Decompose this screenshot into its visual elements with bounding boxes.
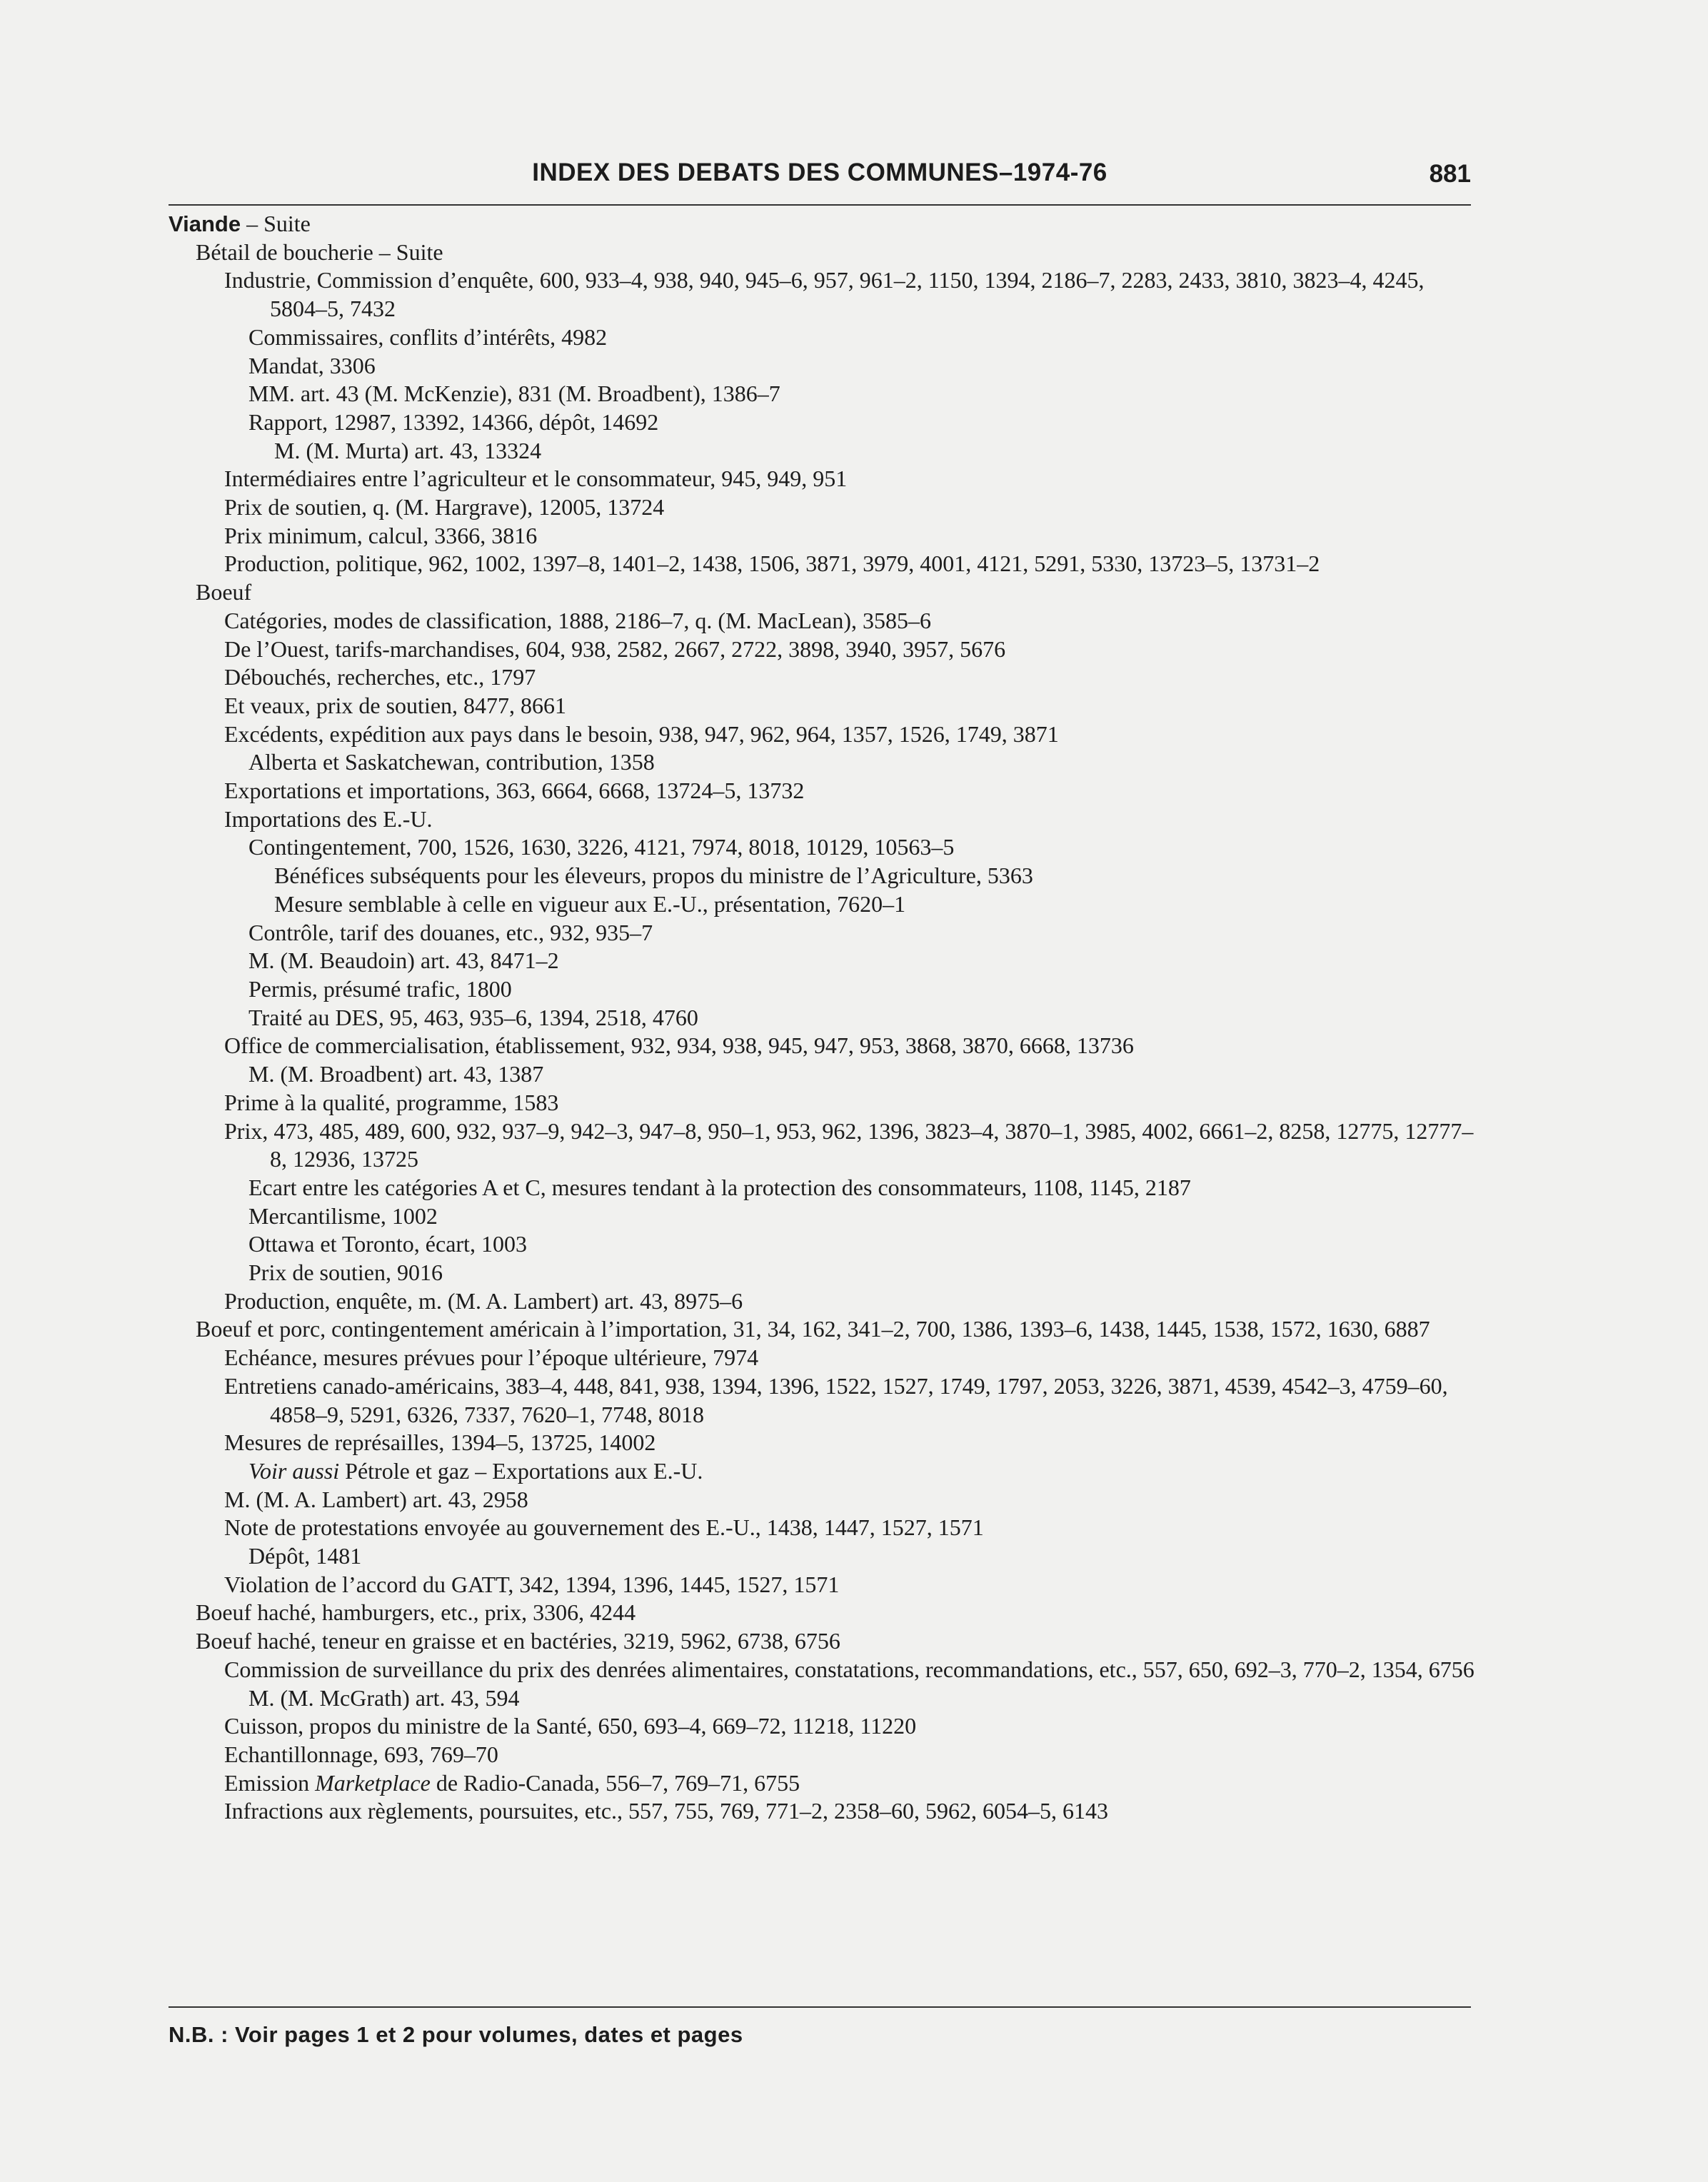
index-entry bbox=[169, 1457, 1482, 1486]
entry-text: Boeuf bbox=[196, 579, 252, 605]
index-entry bbox=[169, 862, 1482, 890]
index-entry bbox=[169, 465, 1482, 493]
entry-text: M. (M. Beaudoin) art. 43, 8471–2 bbox=[248, 947, 559, 974]
index-entry bbox=[169, 522, 1482, 550]
index-body bbox=[169, 210, 1482, 1826]
entry-text: Contingentement, 700, 1526, 1630, 3226, 4121, 7974, 8018, 10129, 10563–5 bbox=[248, 834, 955, 860]
index-entry bbox=[169, 1514, 1482, 1542]
index-entry bbox=[169, 805, 1482, 834]
index-entry bbox=[169, 1627, 1482, 1656]
index-entry bbox=[169, 1004, 1482, 1032]
entry-text: Prime à la qualité, programme, 1583 bbox=[224, 1089, 559, 1115]
entry-text: Entretiens canado-américains, 383–4, 448, 841, 938, 1394, 1396, 1522, 1527, 1749, 1797, 2053, 3226, 3871, 4539, 4542–3, 4759–60, 4858–9, 5291, 6326, 7337, 7620–1, 7748, 8018 bbox=[224, 1372, 1448, 1427]
entry-text: M. (M. Broadbent) art. 43, 1387 bbox=[248, 1061, 544, 1087]
index-entry bbox=[169, 975, 1482, 1004]
entry-text: Echantillonnage, 693, 769–70 bbox=[224, 1741, 498, 1767]
entry-text: Prix, 473, 485, 489, 600, 932, 937–9, 942–3, 947–8, 950–1, 953, 962, 1396, 3823–4, 3870–1, 3985, 4002, 6661–2, 8258, 12775, 12777–8, 12936, 13725 bbox=[224, 1117, 1474, 1172]
entry-text: M. (M. McGrath) art. 43, 594 bbox=[248, 1684, 520, 1711]
index-entry bbox=[169, 323, 1482, 352]
entry-text: Production, enquête, m. (M. A. Lambert) art. 43, 8975–6 bbox=[224, 1287, 743, 1314]
entry-text: Permis, présumé trafic, 1800 bbox=[248, 975, 512, 1002]
index-entry bbox=[169, 919, 1482, 947]
index-entry bbox=[169, 748, 1482, 777]
index-entry bbox=[169, 1429, 1482, 1457]
entry-text: Intermédiaires entre l’agriculteur et le consommateur, 945, 949, 951 bbox=[224, 466, 848, 492]
entry-text: Importations des E.-U. bbox=[224, 805, 433, 832]
entry-text: Et veaux, prix de soutien, 8477, 8661 bbox=[224, 692, 567, 718]
entry-text: MM. art. 43 (M. McKenzie), 831 (M. Broadbent), 1386–7 bbox=[248, 381, 780, 407]
entry-text: Dépôt, 1481 bbox=[248, 1543, 362, 1569]
index-entry bbox=[169, 1599, 1482, 1627]
entry-text: Bénéfices subséquents pour les éleveurs, propos du ministre de l’Agriculture, 5363 bbox=[274, 863, 1033, 889]
index-entry bbox=[169, 1741, 1482, 1769]
index-entry bbox=[169, 1344, 1482, 1372]
entry-text: Office de commercialisation, établissement, 932, 934, 938, 945, 947, 953, 3868, 3870, 6668, 13736 bbox=[224, 1032, 1134, 1059]
entry-text: Commission de surveillance du prix des denrées alimentaires, constatations, recommandations, etc., 557, 650, 692–3, 770–2, 1354, 6756 bbox=[224, 1656, 1475, 1682]
entry-text: Mercantilisme, 1002 bbox=[248, 1202, 438, 1229]
index-entry bbox=[169, 266, 1482, 323]
entry-text: Prix minimum, calcul, 3366, 3816 bbox=[224, 522, 538, 548]
entry-text: Ecart entre les catégories A et C, mesures tendant à la protection des consommateurs, 1108, 1145, 2187 bbox=[248, 1174, 1191, 1200]
index-entry bbox=[169, 352, 1482, 381]
index-entry bbox=[169, 1769, 1482, 1798]
index-entry bbox=[169, 1571, 1482, 1599]
index-entry bbox=[169, 1797, 1482, 1826]
entry-text: Excédents, expédition aux pays dans le besoin, 938, 947, 962, 964, 1357, 1526, 1749, 3871 bbox=[224, 720, 1059, 747]
index-entry bbox=[169, 1230, 1482, 1259]
entry-text: – Suite bbox=[241, 211, 311, 236]
index-entry bbox=[169, 550, 1482, 578]
index-entry bbox=[169, 692, 1482, 720]
index-entry bbox=[169, 1656, 1482, 1684]
entry-prefix: Emission bbox=[224, 1769, 316, 1796]
entry-text: M. (M. Murta) art. 43, 13324 bbox=[274, 437, 542, 463]
entry-text: Industrie, Commission d’enquête, 600, 933–4, 938, 940, 945–6, 957, 961–2, 1150, 1394, 2186–7, 2283, 2433, 3810, 3823–4, 4245, 5804–5, 7432 bbox=[224, 267, 1425, 322]
entry-text: Note de protestations envoyée au gouvernement des E.-U., 1438, 1447, 1527, 1571 bbox=[224, 1514, 984, 1541]
entry-text: Boeuf haché, teneur en graisse et en bactéries, 3219, 5962, 6738, 6756 bbox=[196, 1628, 840, 1654]
index-entry bbox=[169, 635, 1482, 664]
index-entry bbox=[169, 1117, 1482, 1174]
entry-text: Contrôle, tarif des douanes, etc., 932, 935–7 bbox=[248, 919, 653, 945]
entry-text: Commissaires, conflits d’intérêts, 4982 bbox=[248, 323, 608, 350]
entry-text: Boeuf haché, hamburgers, etc., prix, 3306, 4244 bbox=[196, 1599, 636, 1626]
index-entry bbox=[169, 890, 1482, 919]
running-title: INDEX DES DEBATS DES COMMUNES–1974-76 bbox=[532, 159, 1107, 186]
index-entry bbox=[169, 1542, 1482, 1571]
index-entry bbox=[169, 1060, 1482, 1089]
index-entry bbox=[169, 1259, 1482, 1287]
entry-text: M. (M. A. Lambert) art. 43, 2958 bbox=[224, 1486, 528, 1512]
footer-rule bbox=[169, 2006, 1471, 2008]
index-entry bbox=[169, 1089, 1482, 1117]
entry-text: Echéance, mesures prévues pour l’époque ultérieure, 7974 bbox=[224, 1344, 759, 1371]
index-entry bbox=[169, 833, 1482, 862]
entry-text: Violation de l’accord du GATT, 342, 1394, 1396, 1445, 1527, 1571 bbox=[224, 1571, 840, 1597]
index-entry bbox=[169, 947, 1482, 975]
entry-text: Prix de soutien, 9016 bbox=[248, 1260, 443, 1286]
index-entry bbox=[169, 1174, 1482, 1202]
index-entry bbox=[169, 777, 1482, 805]
entry-text: Pétrole et gaz – Exportations aux E.-U. bbox=[339, 1457, 703, 1484]
entry-text: Bétail de boucherie – Suite bbox=[196, 238, 443, 265]
index-entry bbox=[169, 1287, 1482, 1316]
index-entry bbox=[169, 408, 1482, 437]
entry-text: Mesures de représailles, 1394–5, 13725, 14002 bbox=[224, 1429, 656, 1456]
entry-text: Mandat, 3306 bbox=[248, 352, 376, 378]
entry-italic: Marketplace bbox=[315, 1769, 431, 1796]
header-rule bbox=[169, 204, 1471, 206]
index-entry bbox=[169, 607, 1482, 635]
entry-italic: Voir aussi bbox=[248, 1457, 340, 1484]
entry-text: Alberta et Saskatchewan, contribution, 1358 bbox=[248, 749, 655, 775]
entry-text: Catégories, modes de classification, 1888, 2186–7, q. (M. MacLean), 3585–6 bbox=[224, 607, 931, 633]
index-entry bbox=[169, 1684, 1482, 1713]
entry-text: Cuisson, propos du ministre de la Santé, 650, 693–4, 669–72, 11218, 11220 bbox=[224, 1713, 917, 1739]
entry-text: Débouchés, recherches, etc., 1797 bbox=[224, 664, 536, 690]
index-entry bbox=[169, 578, 1482, 607]
footer-note: N.B. : Voir pages 1 et 2 pour volumes, dates et pages bbox=[169, 2022, 743, 2047]
index-entry bbox=[169, 437, 1482, 466]
index-entry bbox=[169, 238, 1482, 267]
entry-text: Mesure semblable à celle en vigueur aux E.-U., présentation, 7620–1 bbox=[274, 890, 906, 917]
page-header bbox=[169, 153, 1471, 203]
index-entry bbox=[169, 663, 1482, 692]
entry-text: De l’Ouest, tarifs-marchandises, 604, 938, 2582, 2667, 2722, 3898, 3940, 3957, 5676 bbox=[224, 635, 1006, 662]
index-entry bbox=[169, 1372, 1482, 1429]
index-entry bbox=[169, 380, 1482, 408]
entry-text: Infractions aux règlements, poursuites, etc., 557, 755, 769, 771–2, 2358–60, 5962, 6054–5, 6143 bbox=[224, 1798, 1109, 1824]
index-entry bbox=[169, 493, 1482, 522]
index-entry bbox=[169, 1032, 1482, 1060]
entry-text: Exportations et importations, 363, 6664, 6668, 13724–5, 13732 bbox=[224, 778, 805, 804]
entry-text: Production, politique, 962, 1002, 1397–8, 1401–2, 1438, 1506, 3871, 3979, 4001, 4121, 5291, 5330, 13723–5, 13731–2 bbox=[224, 550, 1320, 577]
entry-text: Ottawa et Toronto, écart, 1003 bbox=[248, 1231, 527, 1257]
index-entry bbox=[169, 1202, 1482, 1231]
entry-text: Boeuf et porc, contingentement américain à l’importation, 31, 34, 162, 341–2, 700, 1386, 1393–6, 1438, 1445, 1538, 1572, 1630, 6887 bbox=[196, 1316, 1430, 1342]
entry-text: Prix de soutien, q. (M. Hargrave), 12005, 13724 bbox=[224, 494, 665, 521]
index-entry bbox=[169, 210, 1482, 238]
index-entry bbox=[169, 1712, 1482, 1741]
entry-text: Traité au DES, 95, 463, 935–6, 1394, 2518, 4760 bbox=[248, 1004, 698, 1030]
index-entry bbox=[169, 1486, 1482, 1514]
entry-text: de Radio-Canada, 556–7, 769–71, 6755 bbox=[430, 1769, 800, 1796]
entry-text: Rapport, 12987, 13392, 14366, dépôt, 14692 bbox=[248, 408, 659, 435]
entry-heading: Viande bbox=[169, 211, 241, 236]
index-entry bbox=[169, 1315, 1482, 1344]
index-entry bbox=[169, 720, 1482, 749]
page-number: 881 bbox=[1429, 160, 1471, 188]
